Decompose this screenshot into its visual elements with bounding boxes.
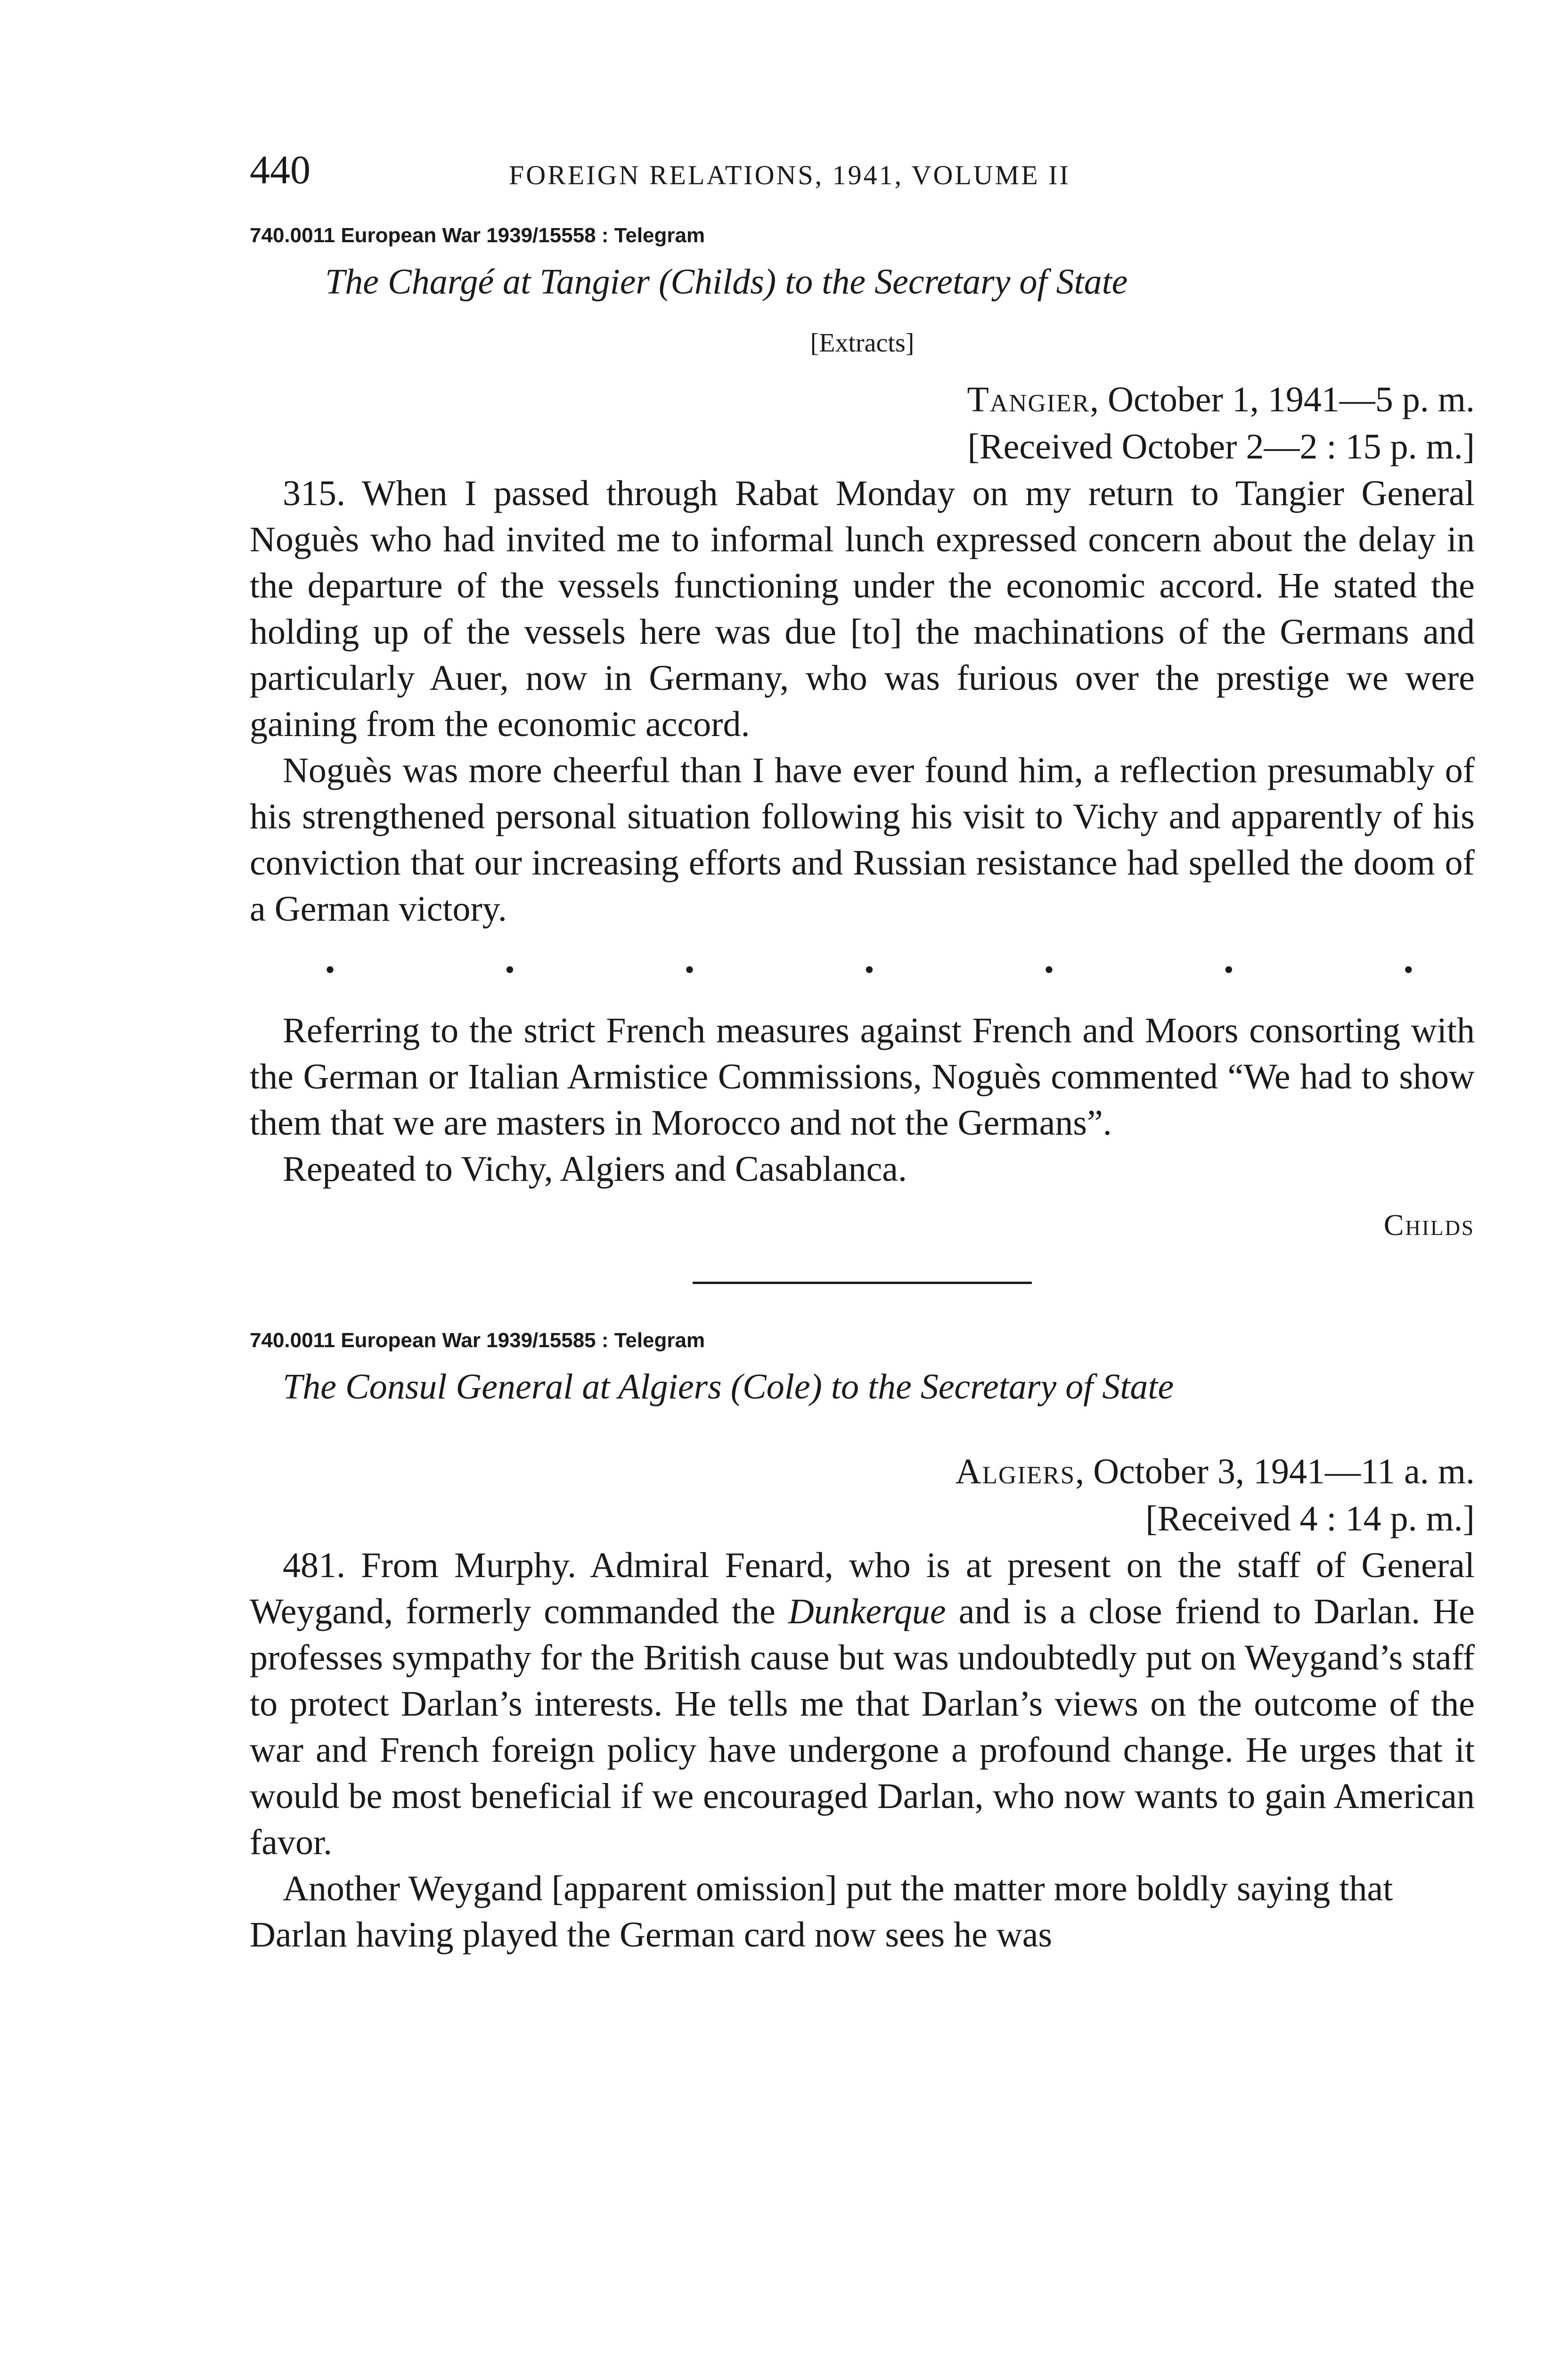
omission-dot: •: [1403, 954, 1413, 985]
signature: Childs: [1383, 1208, 1475, 1242]
telegram-heading: The Chargé at Tangier (Childs) to the Secretary of State: [325, 262, 1128, 302]
paragraph: Repeated to Vichy, Algiers and Casablanca.: [283, 1149, 907, 1189]
paragraph-text: 481. From Murphy. Admiral Fenard, who is at present on the staff of General Weygand, formerly commanded the: [250, 1546, 1475, 1631]
extracts-note: [Extracts]: [810, 328, 915, 358]
dateline: [250, 376, 1475, 423]
paragraph: Noguès was more cheerful than I have ever found him, a reflection presumably of his strengthened personal situation following his visit to Vichy and apparently of his conviction that our increasing efforts and Russian resistance had spelled the doom of a German victory.: [250, 751, 1475, 929]
omission-dot: •: [1044, 954, 1054, 985]
telegram-tangier: [250, 221, 1475, 1249]
section-divider: [693, 1282, 1032, 1284]
received-line: [Received 4 : 14 p. m.]: [1145, 1499, 1475, 1538]
ship-name: Dunkerque: [788, 1592, 946, 1631]
dateline-city: Algiers: [955, 1452, 1076, 1491]
omission-dot: •: [864, 954, 874, 985]
dateline-date: , October 1, 1941—5 p. m.: [1090, 380, 1475, 419]
file-reference: 740.0011 European War 1939/15585 : Telegram: [250, 1329, 705, 1352]
paragraph: Referring to the strict French measures against French and Moors consorting with the German or Italian Armistice Commissions, Noguès commented “We had to show them that we are masters in Morocco and not the Germans”.: [250, 1011, 1475, 1143]
omission-dot: •: [1224, 954, 1234, 985]
omission-dots: [250, 951, 1475, 989]
telegram-algiers: [250, 1326, 1475, 1958]
paragraph-text: and is a close friend to Darlan. He professes sympathy for the British cause but was undoubtedly put on Weygand’s staff to protect Darlan’s interests. He tells me that Darlan’s views on the outcome of the war and French foreign policy have undergone a profound change. He urges that it would be most beneficial if we encouraged Darlan, who now wants to gain American favor.: [250, 1592, 1475, 1862]
dateline-date: , October 3, 1941—11 a. m.: [1075, 1452, 1475, 1491]
running-head: [250, 141, 1475, 198]
paragraph: Another Weygand [apparent omission] put the matter more boldly saying that Darlan having played the German card now sees he was: [250, 1869, 1393, 1955]
omission-dot: •: [505, 954, 515, 985]
dateline: [250, 1448, 1475, 1495]
paragraph: 315. When I passed through Rabat Monday on my return to Tangier General Noguès who had invited me to informal lunch expressed concern about the delay in the departure of the vessels functioning under the economic accord. He stated the holding up of the vessels here was due [to] the machinations of the Germans and particularly Auer, now in Germany, who was furious over the prestige we were gaining from the economic accord.: [250, 474, 1475, 744]
page-number: 440: [250, 147, 310, 192]
dateline-city: Tangier: [967, 380, 1090, 419]
file-reference: 740.0011 European War 1939/15558 : Telegram: [250, 224, 705, 247]
telegram-heading: The Consul General at Algiers (Cole) to the Secretary of State: [283, 1367, 1174, 1407]
paragraph: [250, 1542, 1475, 1865]
document-page: [250, 141, 1475, 1958]
omission-dot: •: [325, 954, 335, 985]
running-title: FOREIGN RELATIONS, 1941, VOLUME II: [509, 160, 1070, 190]
omission-dot: •: [684, 954, 694, 985]
received-line: [Received October 2—2 : 15 p. m.]: [967, 427, 1475, 466]
